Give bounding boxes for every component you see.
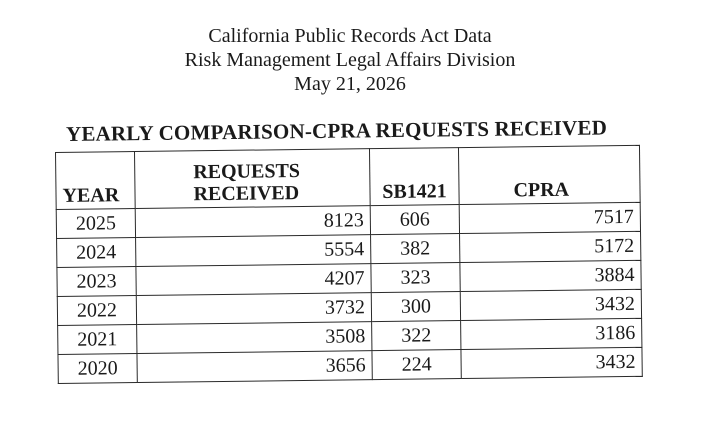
column-header-requests-line2: RECEIVED <box>193 182 300 206</box>
cell-year: 2021 <box>58 325 137 355</box>
cell-year: 2025 <box>56 209 135 239</box>
cell-sb1421: 323 <box>371 263 460 293</box>
cell-sb1421: 300 <box>371 292 460 322</box>
cell-cpra: 3186 <box>461 318 642 349</box>
column-header-year: YEAR <box>56 152 136 210</box>
cell-cpra: 5172 <box>460 231 641 262</box>
cell-cpra: 7517 <box>459 202 640 233</box>
column-header-requests-line1: REQUESTS <box>193 160 301 184</box>
cell-requests: 8123 <box>135 206 370 238</box>
cell-sb1421: 382 <box>371 234 460 264</box>
comparison-table-container <box>55 145 643 384</box>
cell-requests: 3732 <box>136 293 371 325</box>
document-header <box>100 24 600 96</box>
cell-sb1421: 606 <box>370 205 459 235</box>
column-header-sb1421: SB1421 <box>369 148 459 206</box>
cell-year: 2023 <box>57 267 136 297</box>
table-row <box>58 347 642 383</box>
cell-cpra: 3432 <box>461 347 642 378</box>
cell-sb1421: 322 <box>372 321 461 351</box>
column-header-requests-received <box>135 149 371 209</box>
cell-cpra: 3432 <box>460 289 641 320</box>
cell-year: 2024 <box>57 238 136 268</box>
cell-requests: 3508 <box>137 322 372 354</box>
cell-requests: 5554 <box>136 235 371 267</box>
cell-requests: 3656 <box>137 351 372 383</box>
column-header-cpra: CPRA <box>458 145 640 204</box>
comparison-table <box>55 145 643 384</box>
header-date: May 21, 2026 <box>294 73 406 95</box>
cell-year: 2022 <box>57 296 136 326</box>
header-line-1: California Public Records Act Data <box>208 25 492 47</box>
header-line-2: Risk Management Legal Affairs Division <box>184 49 516 71</box>
cell-cpra: 3884 <box>460 260 641 291</box>
cell-year: 2020 <box>58 354 137 384</box>
cell-requests: 4207 <box>136 264 371 296</box>
cell-sb1421: 224 <box>372 350 461 380</box>
table-header-row <box>56 145 641 209</box>
table-title: YEARLY COMPARISON-CPRA REQUESTS RECEIVED <box>65 115 608 146</box>
